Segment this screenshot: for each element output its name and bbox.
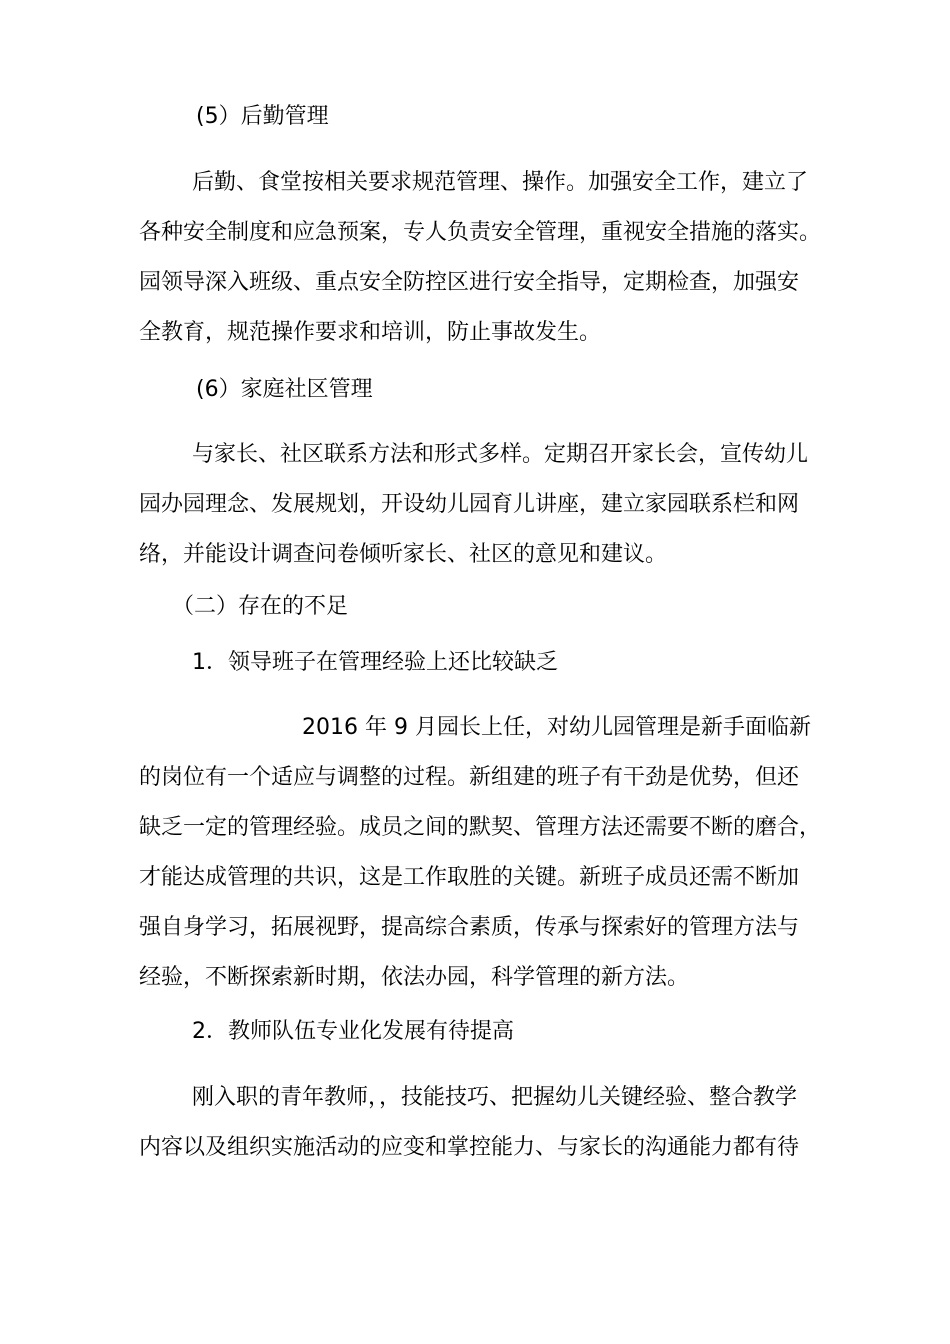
item-heading-2: 2．教师队伍专业化发展有待提高	[192, 1019, 514, 1044]
paragraph-line: 后勤、食堂按相关要求规范管理、操作。加强安全工作，建立了	[192, 170, 809, 195]
paragraph-line: 强自身学习，拓展视野，提高综合素质，传承与探索好的管理方法与	[139, 915, 800, 940]
item-heading-1: 1．领导班子在管理经验上还比较缺乏	[192, 650, 558, 675]
heading-logistics: (5）后勤管理	[196, 104, 329, 129]
heading-community: (6）家庭社区管理	[196, 377, 373, 402]
section-heading: （二）存在的不足	[172, 594, 349, 619]
paragraph-line: 2016 年 9 月园长上任，对幼儿园管理是新手面临新	[302, 715, 811, 740]
paragraph-line: 缺乏一定的管理经验。成员之间的默契、管理方法还需要不断的磨合，	[139, 815, 822, 840]
paragraph-line: 各种安全制度和应急预案，专人负责安全管理，重视安全措施的落实。	[139, 220, 822, 245]
paragraph-line: 内容以及组织实施活动的应变和掌控能力、与家长的沟通能力都有待	[139, 1135, 800, 1160]
paragraph-line: 刚入职的青年教师，，技能技巧、把握幼儿关键经验、整合教学	[192, 1085, 798, 1110]
paragraph-line: 全教育，规范操作要求和培训，防止事故发生。	[139, 320, 602, 345]
paragraph-line: 园领导深入班级、重点安全防控区进行安全指导，定期检查，加强安	[139, 270, 800, 295]
paragraph-line: 与家长、社区联系方法和形式多样。定期召开家长会，宣传幼儿	[192, 442, 809, 467]
paragraph-line: 经验，不断探索新时期，依法办园，科学管理的新方法。	[139, 965, 690, 990]
paragraph-line: 的岗位有一个适应与调整的过程。新组建的班子有干劲是优势，但还	[139, 765, 800, 790]
paragraph-line: 才能达成管理的共识，这是工作取胜的关键。新班子成员还需不断加	[139, 865, 800, 890]
paragraph-line: 络，并能设计调查问卷倾听家长、社区的意见和建议。	[139, 542, 668, 567]
paragraph-line: 园办园理念、发展规划，开设幼儿园育儿讲座，建立家园联系栏和网	[139, 492, 800, 517]
